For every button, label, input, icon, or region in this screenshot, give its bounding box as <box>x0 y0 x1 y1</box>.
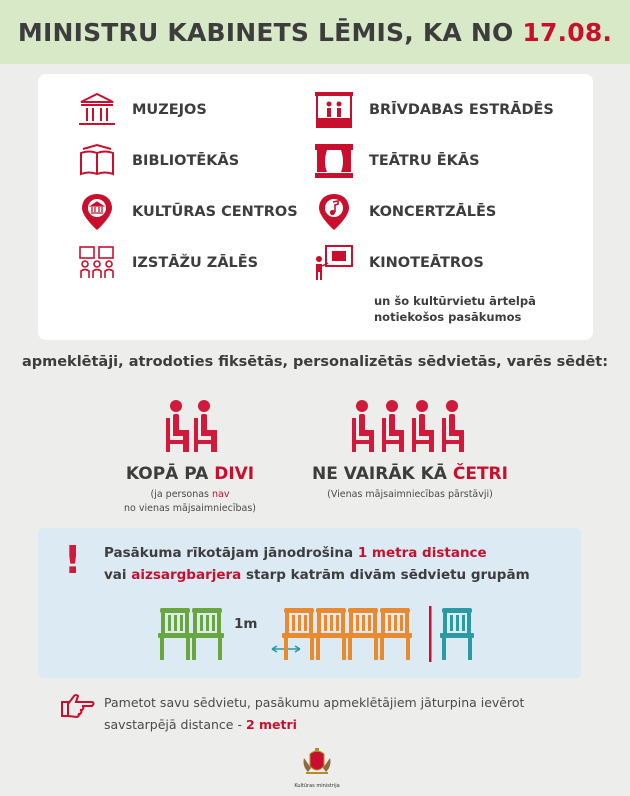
pair-note-line1 <box>104 488 276 502</box>
chair-icon <box>282 608 316 660</box>
four-title <box>305 464 515 484</box>
venues-note <box>374 293 536 325</box>
chairs-illustration <box>150 606 590 662</box>
four-title-prefix: NE VAIRĀK KĀ <box>312 464 453 484</box>
distance-line2 <box>104 564 530 586</box>
page-header <box>0 0 630 64</box>
distance-line2-suffix: starp katrām divām sēdvietu grupām <box>241 567 530 583</box>
theatre-curtain-icon <box>311 139 357 183</box>
two-seated-people-icon <box>158 398 222 454</box>
distance-line1-prefix: Pasākuma rīkotājam jānodrošina <box>104 545 358 561</box>
exclamation-icon: ! <box>64 538 82 582</box>
pair-title-highlight: DIVI <box>214 464 255 484</box>
coat-of-arms-icon <box>300 744 334 778</box>
bottom-note-line2-highlight: 2 metri <box>245 717 297 732</box>
venue-label: IZSTĀŽU ZĀLĒS <box>132 255 259 271</box>
venue-item-libraries <box>74 139 239 183</box>
ministry-logo <box>282 744 352 789</box>
venue-label: BRĪVDABAS ESTRĀDĒS <box>369 102 554 118</box>
bottom-note-line2-prefix: savstarpējā distance - <box>104 717 246 732</box>
venues-note-line1: un šo kultūrvietu ārtelpā <box>374 294 536 308</box>
pair-title-prefix: KOPĀ PA <box>125 464 215 484</box>
concert-note-pin-icon <box>311 190 357 234</box>
venue-label: KONCERTZĀLĒS <box>369 204 497 220</box>
bottom-note-line2 <box>104 714 524 736</box>
pointing-hand-icon <box>60 692 96 724</box>
venue-label: TEĀTRU ĒKĀS <box>369 153 480 169</box>
four-title-highlight: ČETRI <box>452 464 508 484</box>
chair-icon <box>314 608 348 660</box>
distance-line1-highlight: 1 metra distance <box>357 545 487 561</box>
culture-center-pin-icon <box>74 190 120 234</box>
venues-card <box>38 74 593 340</box>
distance-line1 <box>104 542 530 564</box>
bottom-note <box>104 692 524 736</box>
chair-icon <box>346 608 380 660</box>
distance-box <box>38 528 581 678</box>
chair-icon <box>440 608 474 660</box>
pair-note <box>104 488 276 516</box>
green-chair-group <box>158 608 224 660</box>
venue-label: KULTŪRAS CENTROS <box>132 204 298 220</box>
museum-icon <box>74 88 120 132</box>
venue-item-exhibitions <box>74 241 258 285</box>
venue-item-museums <box>74 88 207 132</box>
venue-label: MUZEJOS <box>132 102 207 118</box>
distance-text <box>104 542 530 586</box>
pair-title <box>104 464 276 484</box>
logo-caption: Kultūras ministrija <box>294 783 340 789</box>
venue-item-cinemas <box>311 241 484 285</box>
venue-item-outdoor-stages <box>311 88 554 132</box>
cinema-screen-icon <box>311 241 357 285</box>
seating-intro: apmeklētāji, atrodoties fiksētās, personalizētās sēdvietās, varēs sēdēt: <box>21 354 609 370</box>
venue-label: KINOTEĀTROS <box>369 255 484 271</box>
page-title <box>18 18 612 47</box>
venue-item-concert-halls <box>311 190 496 234</box>
four-seated-people-icon <box>348 398 472 454</box>
distance-line2-prefix: vai <box>104 567 132 583</box>
outdoor-stage-icon <box>311 88 357 132</box>
venue-item-theatres <box>311 139 480 183</box>
chair-icon <box>378 608 412 660</box>
distance-line2-highlight: aizsargbarjera <box>131 567 242 583</box>
title-prefix: MINISTRU KABINETS LĒMIS, KA NO <box>17 17 523 47</box>
pair-note-prefix: (ja personas <box>150 489 213 500</box>
four-note: (Vienas mājsaimniecības pārstāvji) <box>327 489 493 500</box>
venues-note-line2: notiekošos pasākumos <box>374 310 522 324</box>
teal-chair-group <box>440 608 474 660</box>
pair-note-line2: no vienas mājsaimniecības) <box>123 503 257 514</box>
venue-item-culture-centers <box>74 190 298 234</box>
chair-icon <box>158 608 192 660</box>
seating-group-four <box>305 398 515 502</box>
pair-note-highlight: nav <box>212 489 230 500</box>
gap-label: 1m <box>234 616 258 632</box>
seating-group-two <box>104 398 276 516</box>
chair-icon <box>190 608 224 660</box>
barrier-divider <box>429 606 432 662</box>
library-book-icon <box>74 139 120 183</box>
title-date: 17.08. <box>522 17 613 47</box>
orange-chair-group <box>282 608 412 660</box>
bottom-note-line1: Pametot savu sēdvietu, pasākumu apmeklētājiem jāturpina ievērot <box>104 695 525 710</box>
venue-label: BIBLIOTĒKĀS <box>132 153 240 169</box>
exhibition-icon <box>74 241 120 285</box>
